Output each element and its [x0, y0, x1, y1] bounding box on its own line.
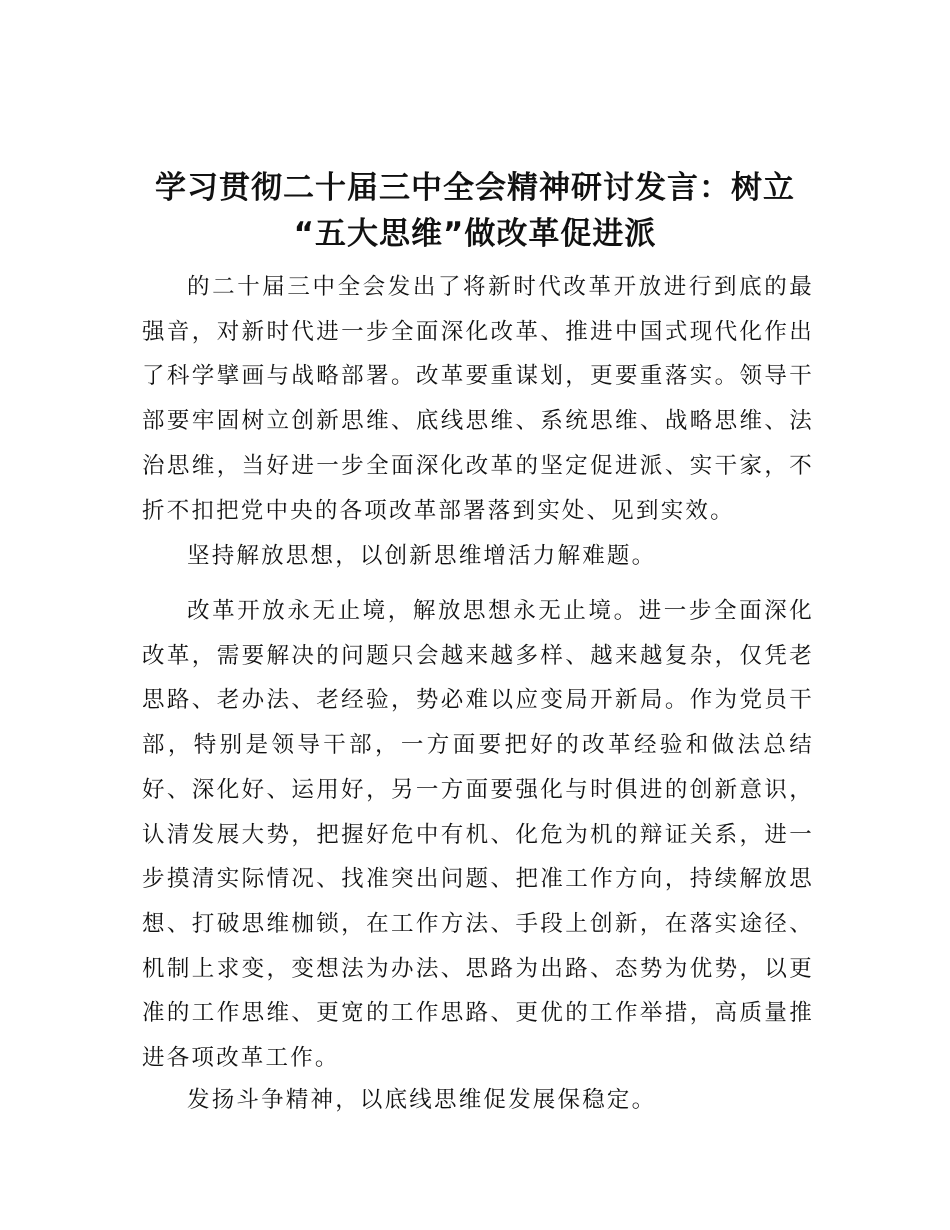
paragraph-intro: 的二十届三中全会发出了将新时代改革开放进行到底的最强音，对新时代进一步全面深化改革、推进中国式现代化作出了科学擘画与战略部署。改革要重谋划，更要重落实。领导干部要牢固树立创新思维、底线思维、系统思维、战略思维、法治思维，当好进一步全面深化改革的坚定促进派、实干家，不折不扣把党中央的各项改革部署落到实处、见到实效。 — [142, 274, 814, 524]
document-title-line-1: 学习贯彻二十届三中全会精神研讨发言：树立 — [155, 170, 795, 206]
section-heading-innovation: 坚持解放思想，以创新思维增活力解难题。 — [187, 543, 657, 569]
paragraph-innovation: 改革开放永无止境，解放思想永无止境。进一步全面深化改革，需要解决的问题只会越来越多样、越来越复杂，仅凭老思路、老办法、老经验，势必难以应变局开新局。作为党员干部，特别是领导干部，一方面要把好的改革经验和做法总结好、深化好、运用好，另一方面要强化与时俱进的创新意识，认清发展大势，把握好危中有机、化危为机的辩证关系，进一步摸清实际情况、找准突出问题、把准工作方向，持续解放思想、打破思维枷锁，在工作方法、手段上创新，在落实途径、机制上求变，变想法为办法、思路为出路、态势为优势，以更准的工作思维、更宽的工作思路、更优的工作举措，高质量推进各项改革工作。 — [142, 598, 814, 1072]
document-title-line-2: “五大思维”做改革促进派 — [293, 216, 657, 252]
section-heading-bottom-line: 发扬斗争精神，以底线思维促发展保稳定。 — [187, 1087, 657, 1113]
